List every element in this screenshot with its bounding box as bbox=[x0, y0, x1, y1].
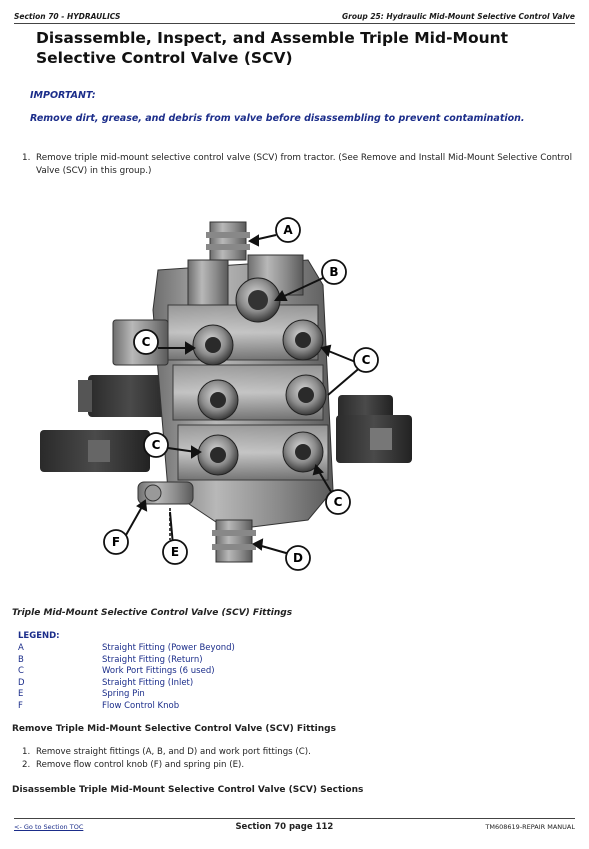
callout-f bbox=[104, 530, 128, 554]
section-heading-remove-fittings: Remove Triple Mid-Mount Selective Control Valve (SCV) Fittings bbox=[12, 724, 336, 734]
step-item: 2. Remove flow control knob (F) and spring pin (E). bbox=[22, 760, 245, 770]
page-number: Section 70 page 112 bbox=[235, 822, 334, 832]
header-divider bbox=[14, 23, 575, 24]
important-text: Remove dirt, grease, and debris from valve before disassembling to prevent contamination. bbox=[30, 113, 525, 124]
header-section: Section 70 - HYDRAULICS bbox=[14, 12, 121, 21]
footer-divider bbox=[14, 818, 575, 819]
svg-text:C: C bbox=[361, 353, 371, 367]
step-1-text: Remove triple mid-mount selective control valve (SCV) from tractor. (See Remove and Install Mid-Mount Selective Control Valve (SCV) in this group.) bbox=[36, 153, 573, 176]
legend-item: B Straight Fitting (Return) bbox=[18, 654, 203, 665]
page-title: Disassemble, Inspect, and Assemble Triple Mid-Mount Selective Control Valve (SCV) bbox=[36, 29, 509, 67]
svg-text:D: D bbox=[293, 551, 303, 565]
callout-b bbox=[322, 260, 346, 284]
callout-c-3 bbox=[144, 433, 168, 457]
svg-text:B: B bbox=[329, 265, 339, 279]
manual-id: TM608619-REPAIR MANUAL bbox=[485, 823, 575, 831]
svg-text:A: A bbox=[283, 223, 293, 237]
step-1-number: 1. bbox=[22, 153, 31, 163]
callout-e bbox=[163, 540, 187, 564]
valve-illustration bbox=[18, 190, 450, 592]
toc-link[interactable]: <- Go to Section TOC bbox=[14, 823, 84, 831]
legend-item: C Work Port Fittings (6 used) bbox=[18, 666, 215, 677]
figure-caption: Triple Mid-Mount Selective Control Valve (SCV) Fittings bbox=[12, 608, 293, 618]
svg-text:F: F bbox=[111, 535, 121, 549]
fitting-a bbox=[206, 222, 250, 260]
fitting-b bbox=[236, 278, 280, 322]
callout-d bbox=[286, 546, 310, 570]
header-group: Group 25: Hydraulic Mid-Mount Selective Control Valve bbox=[342, 12, 575, 21]
legend-item: D Straight Fitting (Inlet) bbox=[18, 677, 194, 688]
right-solenoid-lower bbox=[336, 415, 412, 463]
callout-c-1 bbox=[134, 330, 158, 354]
legend-item: E Spring Pin bbox=[18, 689, 145, 700]
legend bbox=[18, 643, 235, 713]
legend-item: F Flow Control Knob bbox=[18, 700, 180, 711]
svg-text:C: C bbox=[333, 495, 343, 509]
legend-title: LEGEND: bbox=[18, 631, 60, 641]
svg-text:E: E bbox=[170, 545, 180, 559]
callout-c-2 bbox=[354, 348, 378, 372]
important-label: IMPORTANT: bbox=[30, 90, 96, 101]
callout-c-4 bbox=[326, 490, 350, 514]
left-solenoid-lower bbox=[40, 430, 150, 472]
callout-a bbox=[276, 218, 300, 242]
page-footer bbox=[14, 822, 575, 832]
page-header bbox=[14, 12, 575, 21]
svg-text:C: C bbox=[141, 335, 151, 349]
flow-control-knob bbox=[138, 482, 193, 504]
fitting-d bbox=[212, 520, 256, 562]
legend-item: A Straight Fitting (Power Beyond) bbox=[18, 643, 235, 653]
remove-fittings-steps bbox=[22, 747, 311, 773]
section-heading-disassemble: Disassemble Triple Mid-Mount Selective Control Valve (SCV) Sections bbox=[12, 785, 364, 795]
step-item: 1. Remove straight fittings (A, B, and D) and work port fittings (C). bbox=[22, 747, 311, 757]
step-1 bbox=[22, 152, 577, 177]
svg-text:C: C bbox=[151, 438, 161, 452]
